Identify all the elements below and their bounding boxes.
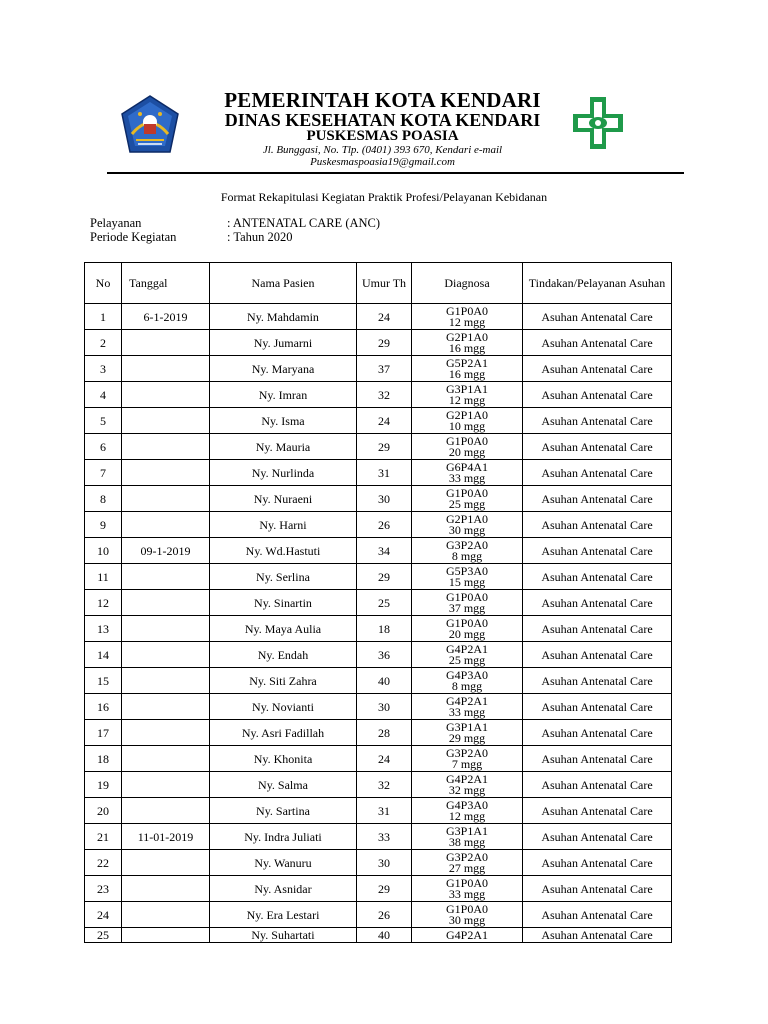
cell-action: Asuhan Antenatal Care — [523, 434, 672, 460]
cell-action: Asuhan Antenatal Care — [523, 902, 672, 928]
cell-date — [122, 382, 210, 408]
cell-age: 24 — [357, 746, 412, 772]
cell-age: 31 — [357, 798, 412, 824]
cell-age: 30 — [357, 486, 412, 512]
table-row — [85, 720, 672, 746]
cell-age: 30 — [357, 850, 412, 876]
cell-diagnosis — [412, 668, 523, 694]
cell-patient-name: Ny. Nuraeni — [210, 486, 357, 512]
cell-age: 34 — [357, 538, 412, 564]
cell-diagnosis — [412, 408, 523, 434]
diagnosis-gpa: G3P2A0 — [445, 849, 488, 864]
cell-age: 40 — [357, 928, 412, 943]
diagnosis-gestational-age: 37 mgg — [448, 600, 486, 615]
cell-patient-name: Ny. Suhartati — [210, 928, 357, 943]
cell-age: 29 — [357, 330, 412, 356]
cell-no: 19 — [85, 772, 122, 798]
cell-action: Asuhan Antenatal Care — [523, 382, 672, 408]
diagnosis-gestational-age: 10 mgg — [448, 418, 486, 433]
header-health-office: DINAS KESEHATAN KOTA KENDARI — [224, 110, 541, 130]
table-row — [85, 694, 672, 720]
cell-diagnosis — [412, 460, 523, 486]
cell-patient-name: Ny. Endah — [210, 642, 357, 668]
cell-age: 26 — [357, 512, 412, 538]
cell-no: 6 — [85, 434, 122, 460]
table-row — [85, 564, 672, 590]
recap-table — [84, 262, 672, 943]
cell-action: Asuhan Antenatal Care — [523, 746, 672, 772]
cell-age: 29 — [357, 876, 412, 902]
cell-no: 2 — [85, 330, 122, 356]
cell-diagnosis — [412, 824, 523, 850]
cell-no: 21 — [85, 824, 122, 850]
cell-age: 25 — [357, 590, 412, 616]
table-row — [85, 902, 672, 928]
cell-patient-name: Ny. Khonita — [210, 746, 357, 772]
cell-patient-name: Ny. Mauria — [210, 434, 357, 460]
cell-patient-name: Ny. Novianti — [210, 694, 357, 720]
table-row — [85, 538, 672, 564]
cell-action: Asuhan Antenatal Care — [523, 330, 672, 356]
cell-age: 36 — [357, 642, 412, 668]
diagnosis-gestational-age: 12 mgg — [448, 808, 486, 823]
meta-period — [90, 230, 293, 245]
diagnosis-gestational-age: 16 mgg — [448, 340, 486, 355]
header-email: Puskesmaspoasia19@gmail.com — [310, 156, 455, 168]
cell-diagnosis — [412, 486, 523, 512]
cell-date — [122, 434, 210, 460]
diagnosis-gestational-age: 25 mgg — [448, 496, 486, 511]
cell-patient-name: Ny. Sartina — [210, 798, 357, 824]
cell-age: 28 — [357, 720, 412, 746]
cell-no: 4 — [85, 382, 122, 408]
table-body — [85, 304, 672, 943]
diagnosis-gpa: G4P3A0 — [445, 667, 488, 682]
diagnosis-gestational-age: 16 mgg — [448, 366, 486, 381]
cell-action: Asuhan Antenatal Care — [523, 720, 672, 746]
cell-no: 1 — [85, 304, 122, 330]
cell-age: 40 — [357, 668, 412, 694]
cell-patient-name: Ny. Salma — [210, 772, 357, 798]
diagnosis-gestational-age: 30 mgg — [448, 522, 486, 537]
diagnosis-gpa: G3P2A0 — [445, 745, 488, 760]
cell-diagnosis — [412, 642, 523, 668]
col-header-date: Tanggal — [122, 263, 210, 304]
cell-action: Asuhan Antenatal Care — [523, 668, 672, 694]
diagnosis-gestational-age: 20 mgg — [448, 444, 486, 459]
cell-age: 32 — [357, 382, 412, 408]
diagnosis-gpa: G4P2A1 — [445, 693, 488, 708]
diagnosis-gpa: G3P1A1 — [445, 381, 488, 396]
table-row — [85, 616, 672, 642]
diagnosis-gestational-age: 29 mgg — [448, 730, 486, 745]
cell-diagnosis — [412, 928, 523, 943]
cell-age: 32 — [357, 772, 412, 798]
cell-date: 11-01-2019 — [122, 824, 210, 850]
cell-date — [122, 356, 210, 382]
diagnosis-gpa: G5P2A1 — [445, 355, 488, 370]
cell-patient-name: Ny. Wd.Hastuti — [210, 538, 357, 564]
cell-action: Asuhan Antenatal Care — [523, 304, 672, 330]
diagnosis-gestational-age: 27 mgg — [448, 860, 486, 875]
cell-date — [122, 408, 210, 434]
diagnosis-gpa: G4P3A0 — [445, 797, 488, 812]
cell-patient-name: Ny. Mahdamin — [210, 304, 357, 330]
table-row — [85, 798, 672, 824]
diagnosis-gpa: G2P1A0 — [445, 329, 488, 344]
diagnosis-gestational-age: 33 mgg — [448, 886, 486, 901]
cell-no: 13 — [85, 616, 122, 642]
cell-patient-name: Ny. Nurlinda — [210, 460, 357, 486]
header-government: PEMERINTAH KOTA KENDARI — [224, 88, 541, 112]
col-header-name: Nama Pasien — [210, 263, 357, 304]
cell-patient-name: Ny. Harni — [210, 512, 357, 538]
cell-patient-name: Ny. Era Lestari — [210, 902, 357, 928]
diagnosis-gpa: G1P0A0 — [445, 875, 488, 890]
table-row — [85, 824, 672, 850]
cell-age: 29 — [357, 564, 412, 590]
diagnosis-gestational-age: 15 mgg — [448, 574, 486, 589]
table-row — [85, 408, 672, 434]
cell-diagnosis — [412, 382, 523, 408]
cell-diagnosis — [412, 356, 523, 382]
diagnosis-gpa: G3P2A0 — [445, 537, 488, 552]
table-row — [85, 330, 672, 356]
cell-date — [122, 928, 210, 943]
diagnosis-gestational-age: 32 mgg — [448, 782, 486, 797]
cell-age: 24 — [357, 304, 412, 330]
cell-no: 18 — [85, 746, 122, 772]
cell-date — [122, 902, 210, 928]
table-row — [85, 590, 672, 616]
cell-date — [122, 590, 210, 616]
cell-action: Asuhan Antenatal Care — [523, 850, 672, 876]
diagnosis-gpa: G6P4A1 — [445, 459, 488, 474]
table-row — [85, 460, 672, 486]
diagnosis-gpa: G4P2A1 — [445, 641, 488, 656]
cell-date — [122, 876, 210, 902]
cell-diagnosis — [412, 512, 523, 538]
cell-date — [122, 460, 210, 486]
diagnosis-gestational-age: 7 mgg — [451, 756, 483, 771]
cell-action: Asuhan Antenatal Care — [523, 616, 672, 642]
table-row — [85, 486, 672, 512]
cell-action: Asuhan Antenatal Care — [523, 356, 672, 382]
cell-action: Asuhan Antenatal Care — [523, 772, 672, 798]
col-header-action: Tindakan/Pelayanan Asuhan — [523, 263, 672, 304]
cell-no: 10 — [85, 538, 122, 564]
cell-date: 6-1-2019 — [122, 304, 210, 330]
cell-diagnosis — [412, 772, 523, 798]
col-header-age: Umur Th — [357, 263, 412, 304]
cell-patient-name: Ny. Siti Zahra — [210, 668, 357, 694]
cell-no: 11 — [85, 564, 122, 590]
cell-patient-name: Ny. Serlina — [210, 564, 357, 590]
cell-no: 16 — [85, 694, 122, 720]
cell-patient-name: Ny. Sinartin — [210, 590, 357, 616]
diagnosis-gestational-age: 33 mgg — [448, 470, 486, 485]
meta-service-label: Pelayanan — [90, 216, 142, 230]
cell-date: 09-1-2019 — [122, 538, 210, 564]
cell-no: 3 — [85, 356, 122, 382]
cell-date — [122, 798, 210, 824]
diagnosis-gpa: G1P0A0 — [445, 433, 488, 448]
cell-diagnosis — [412, 746, 523, 772]
diagnosis-gestational-age: 38 mgg — [448, 834, 486, 849]
diagnosis-gestational-age: 20 mgg — [448, 626, 486, 641]
cell-date — [122, 616, 210, 642]
cell-patient-name: Ny. Asri Fadillah — [210, 720, 357, 746]
table-row — [85, 668, 672, 694]
cell-action: Asuhan Antenatal Care — [523, 928, 672, 943]
cell-date — [122, 642, 210, 668]
col-header-no: No — [85, 263, 122, 304]
table-row — [85, 850, 672, 876]
cell-action: Asuhan Antenatal Care — [523, 564, 672, 590]
cell-diagnosis — [412, 564, 523, 590]
diagnosis-gpa: G1P0A0 — [445, 901, 488, 916]
cell-no: 15 — [85, 668, 122, 694]
cell-age: 37 — [357, 356, 412, 382]
cell-diagnosis — [412, 720, 523, 746]
cell-patient-name: Ny. Wanuru — [210, 850, 357, 876]
diagnosis-gpa: G2P1A0 — [445, 511, 488, 526]
cell-date — [122, 694, 210, 720]
cell-diagnosis — [412, 694, 523, 720]
table-row — [85, 642, 672, 668]
cell-date — [122, 512, 210, 538]
cell-date — [122, 564, 210, 590]
cell-no: 20 — [85, 798, 122, 824]
table-row — [85, 876, 672, 902]
cell-age: 26 — [357, 902, 412, 928]
cell-action: Asuhan Antenatal Care — [523, 590, 672, 616]
cell-patient-name: Ny. Indra Juliati — [210, 824, 357, 850]
header-divider — [107, 172, 684, 174]
meta-period-value: : Tahun 2020 — [227, 230, 293, 244]
cell-patient-name: Ny. Asnidar — [210, 876, 357, 902]
diagnosis-gpa: G1P0A0 — [445, 615, 488, 630]
diagnosis-gpa: G5P3A0 — [445, 563, 488, 578]
cell-action: Asuhan Antenatal Care — [523, 408, 672, 434]
cell-diagnosis — [412, 590, 523, 616]
cell-diagnosis — [412, 330, 523, 356]
cell-date — [122, 720, 210, 746]
diagnosis-gpa: G1P0A0 — [445, 485, 488, 500]
cell-action: Asuhan Antenatal Care — [523, 876, 672, 902]
diagnosis-gestational-age: 25 mgg — [448, 652, 486, 667]
diagnosis-gpa: G1P0A0 — [445, 303, 488, 318]
col-header-diagnosis: Diagnosa — [412, 263, 523, 304]
cell-diagnosis — [412, 304, 523, 330]
diagnosis-gestational-age: 12 mgg — [448, 314, 486, 329]
header-address: Jl. Bunggasi, No. Tlp. (0401) 393 670, Kendari e-mail — [262, 144, 503, 156]
table-row — [85, 304, 672, 330]
cell-age: 30 — [357, 694, 412, 720]
cell-diagnosis — [412, 538, 523, 564]
cell-no: 17 — [85, 720, 122, 746]
cell-action: Asuhan Antenatal Care — [523, 798, 672, 824]
diagnosis-gestational-age: 33 mgg — [448, 704, 486, 719]
table-row — [85, 512, 672, 538]
cell-date — [122, 850, 210, 876]
cell-no: 24 — [85, 902, 122, 928]
cell-no: 14 — [85, 642, 122, 668]
diagnosis-gpa: G3P1A1 — [445, 823, 488, 838]
cell-date — [122, 486, 210, 512]
table-row — [85, 382, 672, 408]
diagnosis-gestational-age: 30 mgg — [448, 912, 486, 927]
cell-no: 22 — [85, 850, 122, 876]
cell-no: 7 — [85, 460, 122, 486]
cell-action: Asuhan Antenatal Care — [523, 642, 672, 668]
cell-no: 23 — [85, 876, 122, 902]
diagnosis-gestational-age: 8 mgg — [451, 548, 483, 563]
cell-diagnosis — [412, 902, 523, 928]
cell-action: Asuhan Antenatal Care — [523, 486, 672, 512]
cell-age: 33 — [357, 824, 412, 850]
cell-action: Asuhan Antenatal Care — [523, 694, 672, 720]
cell-action: Asuhan Antenatal Care — [523, 538, 672, 564]
cell-diagnosis — [412, 434, 523, 460]
cell-date — [122, 330, 210, 356]
table-row — [85, 772, 672, 798]
document-title: Format Rekapitulasi Kegiatan Praktik Profesi/Pelayanan Kebidanan — [220, 190, 548, 204]
cell-action: Asuhan Antenatal Care — [523, 460, 672, 486]
cell-date — [122, 668, 210, 694]
cell-no: 9 — [85, 512, 122, 538]
cell-patient-name: Ny. Jumarni — [210, 330, 357, 356]
diagnosis-gpa: G4P2A1 — [445, 927, 488, 942]
table-header-row — [85, 263, 672, 304]
table-row — [85, 928, 672, 943]
meta-period-label: Periode Kegiatan — [90, 230, 177, 244]
meta-service-value: : ANTENATAL CARE (ANC) — [227, 216, 381, 230]
cell-age: 18 — [357, 616, 412, 642]
diagnosis-gpa: G2P1A0 — [445, 407, 488, 422]
diagnosis-gpa: G1P0A0 — [445, 589, 488, 604]
cell-patient-name: Ny. Imran — [210, 382, 357, 408]
diagnosis-gestational-age: 12 mgg — [448, 392, 486, 407]
cell-diagnosis — [412, 876, 523, 902]
diagnosis-gpa: G4P2A1 — [445, 771, 488, 786]
diagnosis-gpa: G3P1A1 — [445, 719, 488, 734]
cell-no: 12 — [85, 590, 122, 616]
cell-age: 29 — [357, 434, 412, 460]
cell-diagnosis — [412, 616, 523, 642]
table-row — [85, 434, 672, 460]
cell-age: 24 — [357, 408, 412, 434]
cell-age: 31 — [357, 460, 412, 486]
header-puskesmas: PUSKESMAS POASIA — [306, 128, 459, 144]
cell-patient-name: Ny. Maryana — [210, 356, 357, 382]
cell-date — [122, 772, 210, 798]
table-row — [85, 356, 672, 382]
cell-date — [122, 746, 210, 772]
cell-patient-name: Ny. Isma — [210, 408, 357, 434]
cell-diagnosis — [412, 850, 523, 876]
cell-no: 5 — [85, 408, 122, 434]
cell-action: Asuhan Antenatal Care — [523, 512, 672, 538]
cell-diagnosis — [412, 798, 523, 824]
meta-service — [90, 216, 380, 231]
cell-patient-name: Ny. Maya Aulia — [210, 616, 357, 642]
cell-no: 8 — [85, 486, 122, 512]
diagnosis-gestational-age: 8 mgg — [451, 678, 483, 693]
table-row — [85, 746, 672, 772]
cell-action: Asuhan Antenatal Care — [523, 824, 672, 850]
cell-no: 25 — [85, 928, 122, 943]
